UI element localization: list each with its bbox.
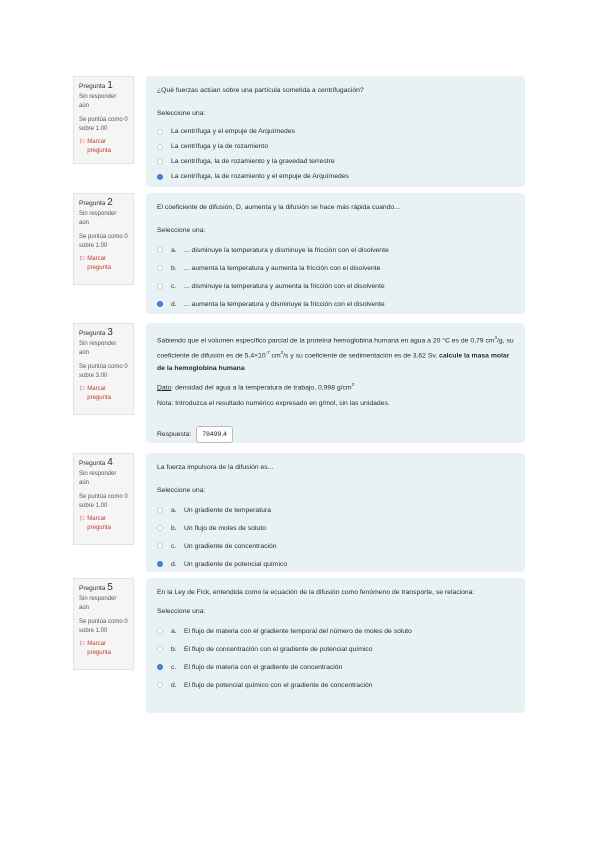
question-content [146,193,525,314]
question-text: La fuerza impulsora de la difusión es... [157,464,274,471]
select-prompt: Seleccione una: [157,227,206,234]
answer-option-c[interactable]: c. ... disminuye la temperatura y aumenta la fricción con el disolvente [157,277,514,295]
question-text: El coeficiente de difusión, D, aumenta y la difusión se hace más rápida cuando... [157,204,400,211]
answer-option-c[interactable]: c. El flujo de materia con el gradiente de concentración [157,658,514,676]
question-number: Pregunta 2 [79,197,113,208]
question-number: Pregunta 1 [79,80,113,91]
radio-button[interactable] [157,144,163,150]
question-info [73,578,134,670]
radio-button[interactable] [157,507,163,513]
question-points: Se puntúa como 0 sobre 1.00 [79,494,128,509]
answer-option-a[interactable]: a. El flujo de materia con el gradiente temporal del número de moles de soluto [157,622,514,640]
flag-icon: ⚐ [79,386,86,393]
question-text: ¿Qué fuerzas actúan sobre una partícula sometida a centrifugación? [157,87,364,94]
question-info [73,323,134,415]
flag-icon: ⚐ [79,641,86,648]
radio-button[interactable] [157,628,163,634]
radio-button[interactable] [157,129,163,135]
radio-button-selected[interactable] [157,174,163,180]
answer-option[interactable]: La centrífuga y la de rozamiento [157,139,514,154]
question-content [146,578,525,713]
radio-button[interactable] [157,543,163,549]
note-line: Nota: Introduzca el resultado numérico expresado en g/mol, sin las unidades. [157,399,390,407]
answer-option-a[interactable]: a. Un gradiente de temperatura [157,501,514,519]
answer-option-b[interactable]: b. ... aumenta la temperatura y aumenta la fricción con el disolvente [157,259,514,277]
answer-option[interactable]: La centrífuga, la de rozamiento y el empuje de Arquímedes [157,169,514,184]
radio-button[interactable] [157,525,163,531]
question-info [73,76,134,164]
question-points: Se puntúa como 0 sobre 1.00 [79,234,128,249]
answer-option-d[interactable]: d. El flujo de potencial químico con el gradiente de concentración [157,676,514,694]
question-content [146,453,525,572]
answer-option-d[interactable]: d. ... aumenta la temperatura y disminuye la fricción con el disolvente [157,295,514,313]
radio-button[interactable] [157,247,163,253]
question-content [146,323,525,443]
answer-option[interactable]: La centrífuga, la de rozamiento y la gravedad terrestre [157,154,514,169]
radio-button[interactable] [157,159,163,165]
radio-button[interactable] [157,283,163,289]
flag-question-link[interactable]: ⚐ Marcar pregunta [79,386,111,401]
radio-button-selected[interactable] [157,301,163,307]
answer-input[interactable]: 78499,4 [196,426,233,443]
select-prompt: Seleccione una: [157,487,206,494]
answer-option-a[interactable]: a. ... disminuye la temperatura y disminuye la fricción con el disolvente [157,241,514,259]
question-text: Sabiendo que el volumen específico parcial de la proteína hemoglobina humana en agua a 20 °C es de 0,79 $cm^3/g$, su coeficiente de difusión es de $5,4\times 10^{-7}$ $cm^2/s$ y su coeficiente de sedimentación es de 3,62 Sv, calcule la masa molar de la hemoglobina humana [157,335,514,372]
answer-option-b[interactable]: b. El flujo de concentración con el gradiente de potencial químico [157,640,514,658]
flag-icon: ⚐ [79,516,86,523]
question-info [73,193,134,285]
answer-option-d[interactable]: d. Un gradiente de potencial químico [157,555,514,573]
answer-label: Respuesta: [157,430,192,438]
radio-button[interactable] [157,682,163,688]
answer-option-b[interactable]: b. Un flujo de moles de soluto [157,519,514,537]
radio-button-selected[interactable] [157,664,163,670]
flag-question-link[interactable]: ⚐ Marcar pregunta [79,516,111,531]
question-number: Pregunta 3 [79,327,113,338]
radio-button[interactable] [157,646,163,652]
radio-button-selected[interactable] [157,561,163,567]
select-prompt: Seleccione una: [157,110,206,117]
data-line: Dato: densidad del agua a la temperatura de trabajo, 0,998 $g/cm^3$ [157,381,355,391]
flag-question-link[interactable]: ⚐ Marcar pregunta [79,139,111,154]
select-prompt: Seleccione una: [157,608,206,615]
question-status: Sin responder aún [79,94,117,109]
radio-button[interactable] [157,265,163,271]
answer-option-c[interactable]: c. Un gradiente de concentración [157,537,514,555]
flag-icon: ⚐ [79,139,86,146]
question-text: En la Ley de Fick, entendida como la ecuación de la difusión como fenómeno de transporte, se relaciona: [157,589,475,596]
question-info [73,453,134,545]
question-status: Sin responder aún [79,471,117,486]
answer-option[interactable]: La centrífuga y el empuje de Arquímedes [157,124,514,139]
flag-question-link[interactable]: ⚐ Marcar pregunta [79,256,111,271]
question-content [146,76,525,187]
question-number: Pregunta 5 [79,582,113,593]
flag-question-link[interactable]: ⚐ Marcar pregunta [79,641,111,656]
question-points: Se puntúa como 0 sobre 1.00 [79,117,128,132]
question-number: Pregunta 4 [79,457,113,468]
question-status: Sin responder aún [79,211,117,226]
flag-icon: ⚐ [79,256,86,263]
answer-row [157,426,514,443]
question-status: Sin responder aún [79,341,117,356]
question-points: Se puntúa como 0 sobre 1.00 [79,619,128,634]
question-points: Se puntúa como 0 sobre 3.00 [79,364,128,379]
question-status: Sin responder aún [79,596,117,611]
